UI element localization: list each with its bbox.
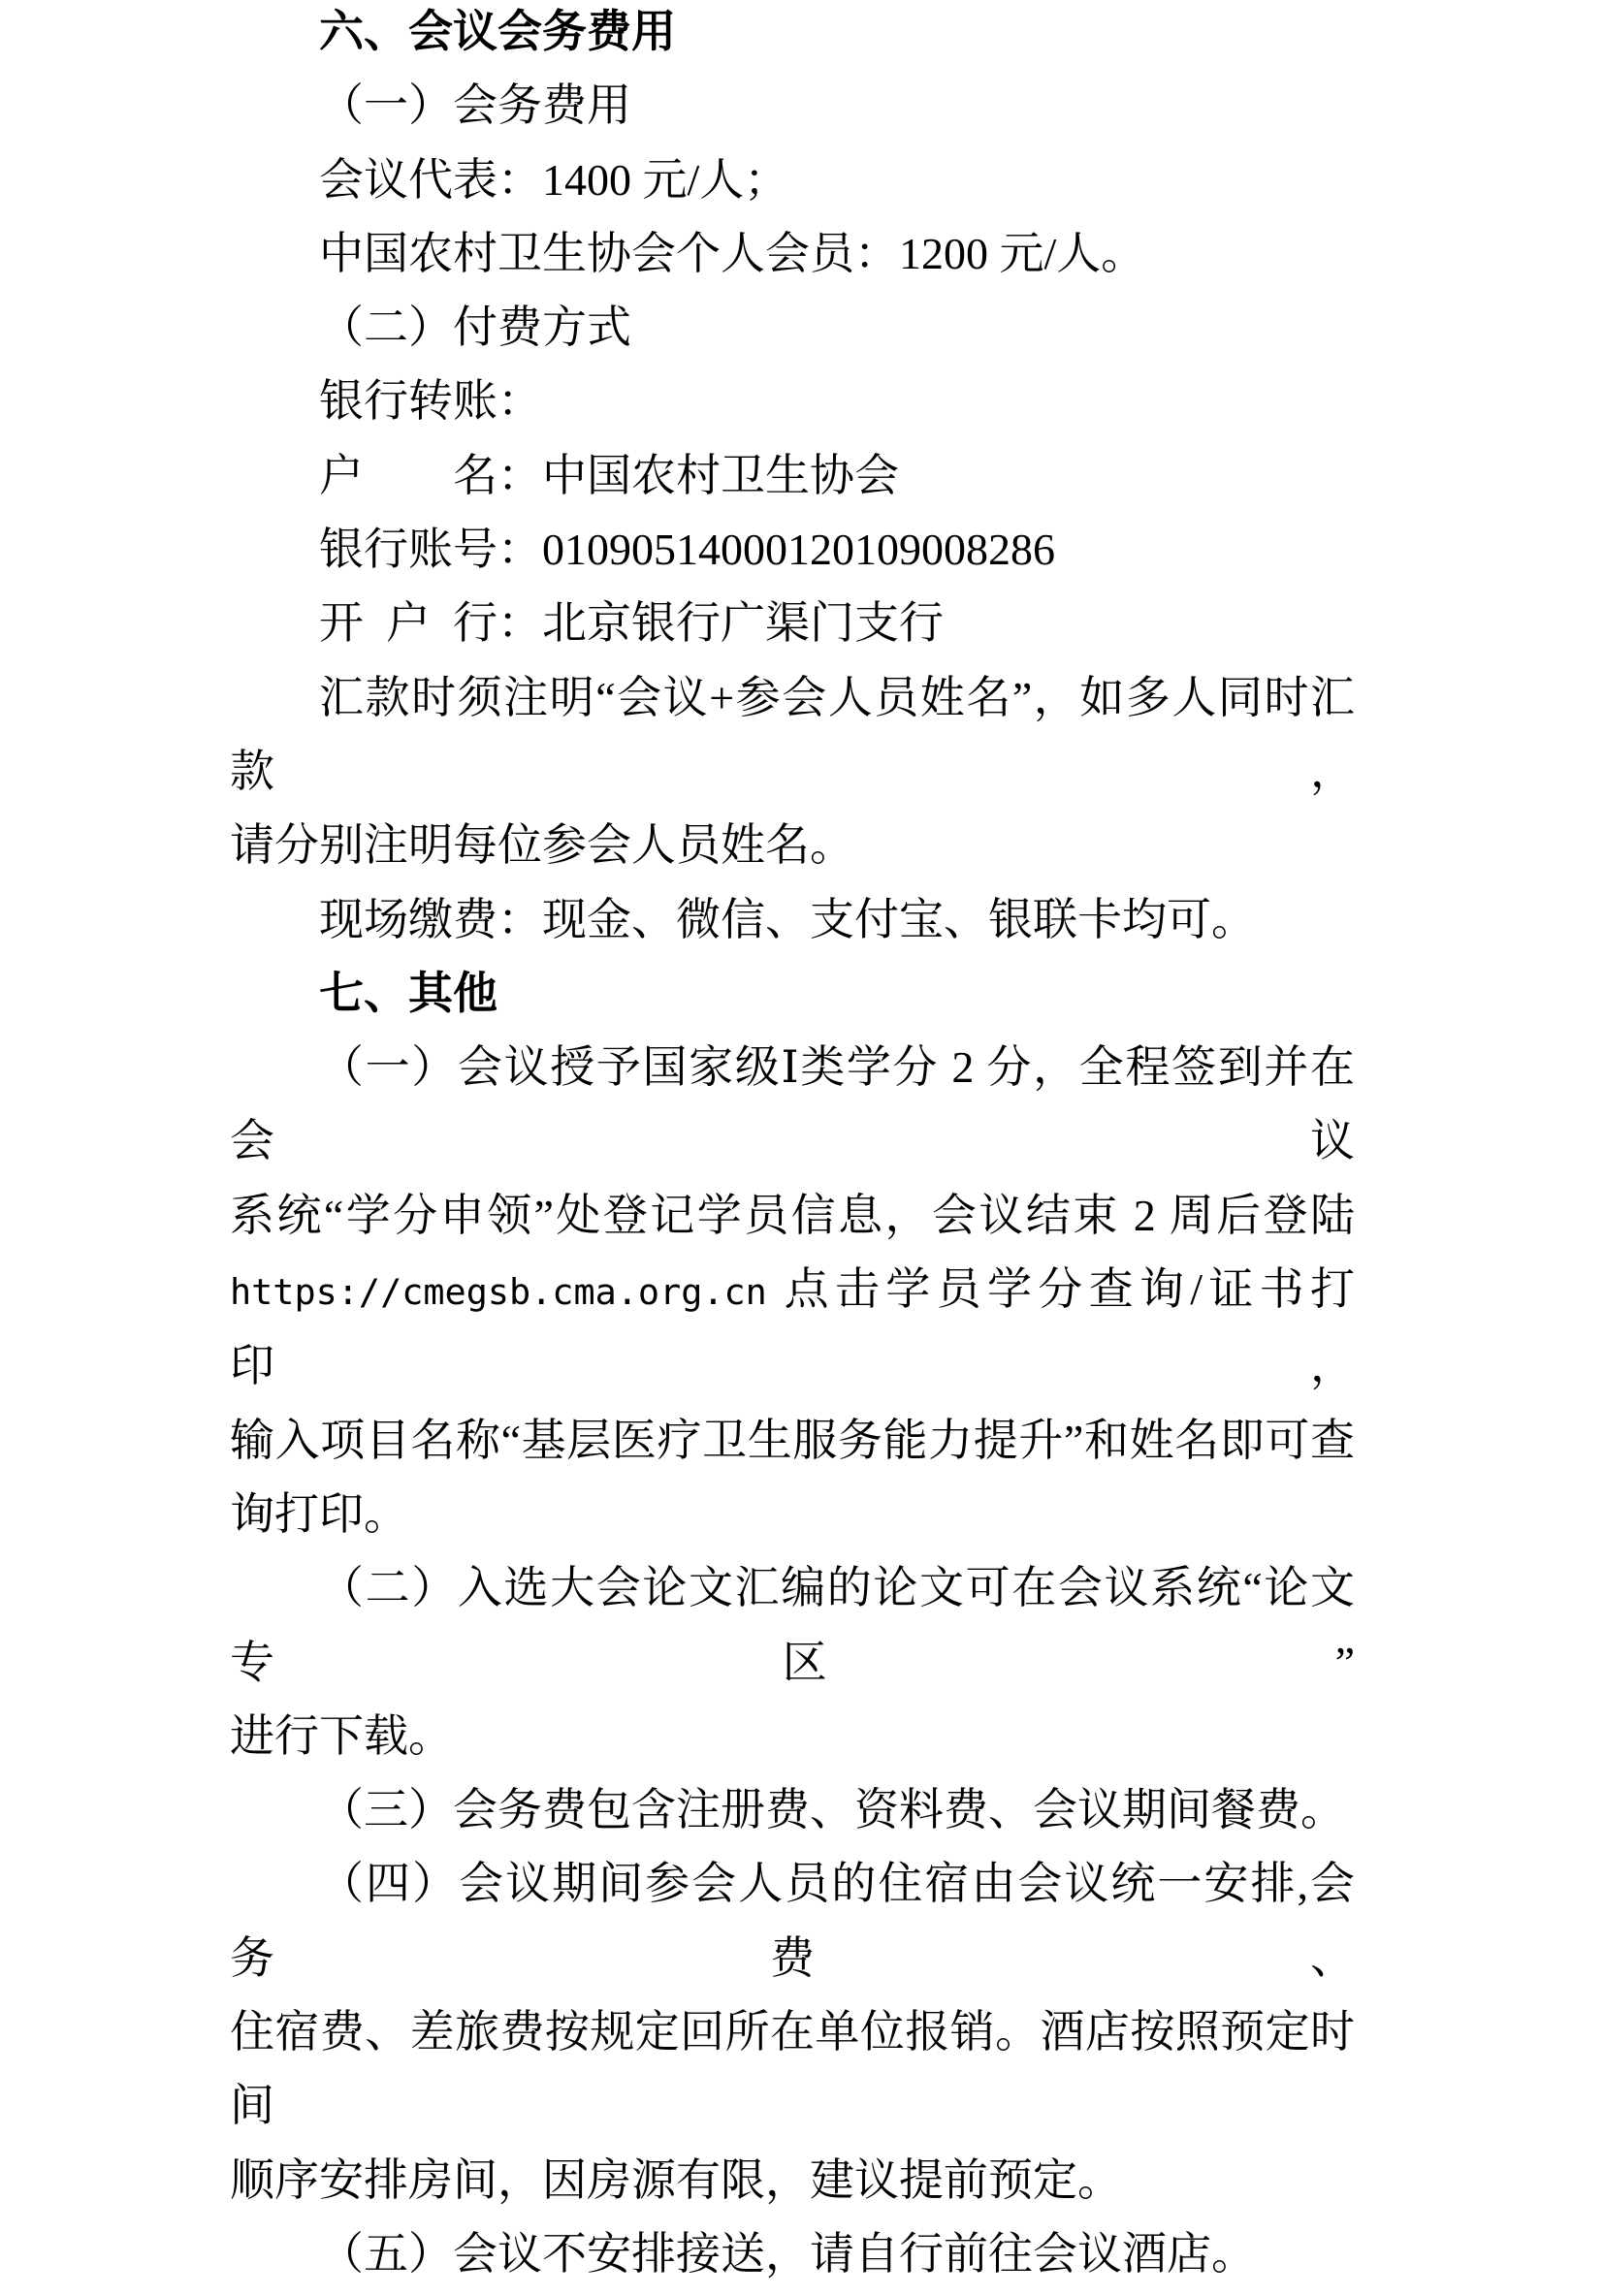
line-credit-1: （一）会议授予国家级Ⅰ类学分 2 分，全程签到并在会议: [230, 1042, 1355, 1166]
credit-system-url: https://cmegsb.cma.org.cn: [230, 1271, 767, 1314]
line-accommodation-1: （四）会议期间参会人员的住宿由会议统一安排,会务费、: [230, 1859, 1355, 1983]
line-fee-includes: （三）会务费包含注册费、资料费、会议期间餐费。: [319, 1785, 1345, 1835]
line-delegate-fee: 会议代表：1400 元/人；: [319, 154, 789, 205]
line-papers-1: （二）入选大会论文汇编的论文可在会议系统“论文专区”: [230, 1563, 1355, 1687]
line-credit-5: 询打印。: [230, 1488, 408, 1539]
line-account-number: 银行账号：01090514000120109008286: [319, 525, 1055, 575]
line-member-fee: 中国农村卫生协会个人会员：1200 元/人。: [319, 228, 1146, 278]
line-papers-2: 进行下载。: [230, 1710, 453, 1761]
section-6-heading: 六、会议会务费用: [319, 7, 676, 56]
line-bank-transfer: 银行转账：: [319, 376, 542, 427]
section-7-heading: 七、其他: [319, 968, 497, 1018]
line-accommodation-2: 住宿费、差旅费按规定回所在单位报销。酒店按照预定时间: [230, 2007, 1355, 2131]
line-remit-note-2: 请分别注明每位参会人员姓名。: [230, 820, 854, 871]
line-no-shuttle: （五）会议不安排接送，请自行前往会议酒店。: [319, 2228, 1256, 2279]
line-credit-4: 输入项目名称“基层医疗卫生服务能力提升”和姓名即可查: [230, 1415, 1355, 1465]
line-accommodation-3: 顺序安排房间，因房源有限，建议提前预定。: [230, 2154, 1122, 2205]
document-page: [230, 0, 1355, 2291]
line-remit-note-1: 汇款时须注明“会议+参会人员姓名”，如多人同时汇款，: [230, 672, 1355, 796]
line-account-name: 户 名：中国农村卫生协会: [319, 450, 899, 500]
line-bank-branch: 开 户 行：北京银行广渠门支行: [319, 598, 944, 649]
line-onsite-payment: 现场缴费：现金、微信、支付宝、银联卡均可。: [319, 894, 1256, 944]
line-credit-url-tail: 点击学员学分查询/证书打印，: [230, 1264, 1355, 1391]
line-credit-2: 系统“学分申领”处登记学员信息，会议结束 2 周后登陆: [230, 1190, 1355, 1240]
line-fee-subheading: （一）会务费用: [319, 80, 631, 131]
line-payment-subheading: （二）付费方式: [319, 303, 631, 353]
line-credit-url: [230, 1253, 1355, 1404]
